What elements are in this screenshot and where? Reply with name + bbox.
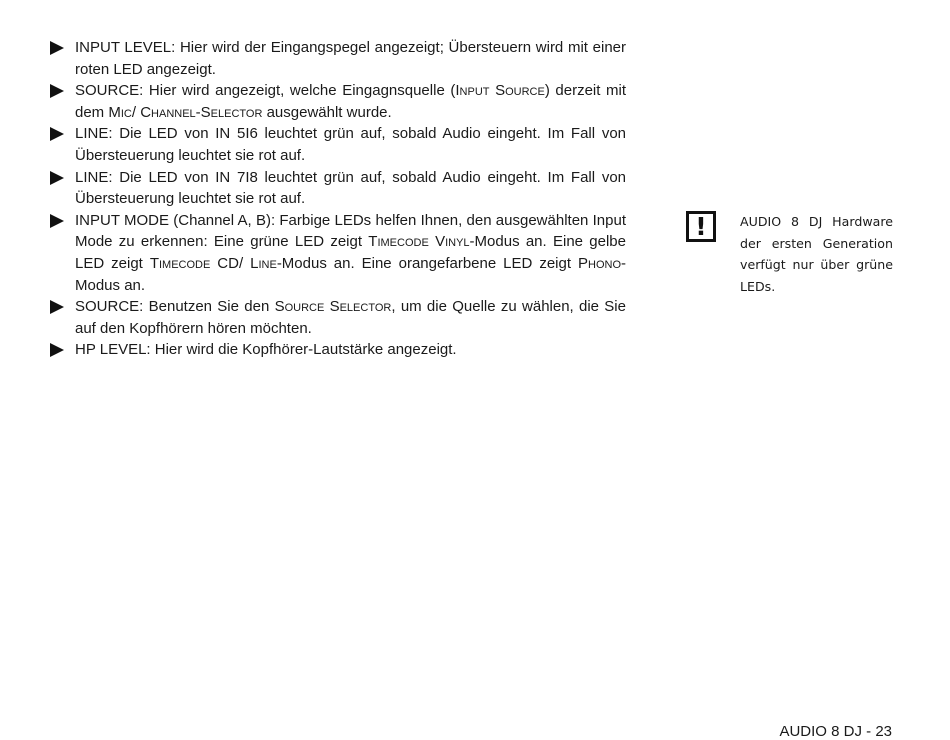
small-caps-term: Timecode Vinyl bbox=[368, 233, 470, 251]
note-text: AUDIO 8 DJ Hardware der ersten Generation verfügt nur über grüne LEDs. bbox=[740, 214, 893, 294]
text-run: , um die Quelle zu wählen, die Sie auf den Kopfhörern hören möchten. bbox=[75, 298, 626, 337]
list-item bbox=[50, 37, 626, 80]
triangle-bullet-icon bbox=[50, 167, 75, 185]
text-run: -Modus an. Eine orangefarbene LED zeigt bbox=[276, 254, 579, 272]
text-run: HP LEVEL: Hier wird die Kopfhörer-Lautstärke angezeigt. bbox=[75, 341, 457, 359]
triangle-bullet-icon bbox=[50, 339, 75, 357]
list-item-text bbox=[75, 80, 626, 123]
triangle-bullet-icon bbox=[50, 123, 75, 141]
list-item-text bbox=[75, 167, 626, 210]
list-item bbox=[50, 339, 626, 361]
exclamation-glyph: ! bbox=[695, 212, 707, 241]
page-footer: AUDIO 8 DJ - 23 bbox=[779, 723, 892, 740]
text-run: / bbox=[131, 103, 141, 121]
small-caps-term: Timecode bbox=[149, 254, 211, 272]
text-run: INPUT MODE (Channel A, B): Farbige LEDs helfen Ihnen, den ausgewählten Input Mode zu erkennen: Eine grüne LED zeigt bbox=[75, 211, 626, 251]
text-run: -Modus an. bbox=[75, 254, 627, 294]
list-item bbox=[50, 167, 626, 210]
list-item-text bbox=[75, 123, 626, 166]
triangle-bullet-icon bbox=[50, 296, 75, 314]
text-run: SOURCE: Benutzen Sie den bbox=[75, 298, 275, 316]
text-run: SOURCE: Hier wird angezeigt, welche Eingagnsquelle ( bbox=[75, 82, 456, 100]
list-item-text bbox=[75, 210, 626, 296]
triangle-bullet-icon bbox=[50, 210, 75, 228]
text-run: INPUT LEVEL: Hier wird der Eingangspegel angezeigt; Übersteuern wird mit einer roten LED angezeigt. bbox=[75, 39, 626, 78]
list-item bbox=[50, 123, 626, 166]
text-run: LINE: Die LED von IN 7I8 leuchtet grün auf, sobald Audio eingeht. Im Fall von Übersteuerung leuchtet sie rot auf. bbox=[75, 168, 626, 208]
triangle-bullet-icon bbox=[50, 37, 75, 55]
small-caps-term: Mic bbox=[108, 103, 132, 121]
list-item bbox=[50, 296, 626, 339]
feature-list bbox=[50, 37, 626, 361]
list-item-text bbox=[75, 37, 626, 80]
text-run: CD/ bbox=[210, 254, 251, 272]
triangle-bullet-icon bbox=[50, 80, 75, 98]
list-item bbox=[50, 210, 626, 296]
text-run: LINE: Die LED von IN 5I6 leuchtet grün auf, sobald Audio eingeht. Im Fall von Übersteuerung leuchtet sie rot auf. bbox=[75, 125, 626, 164]
small-caps-term: Input Source bbox=[455, 82, 545, 100]
small-caps-term: Source Selector bbox=[274, 298, 392, 316]
text-run: -Modus an. Eine gelbe LED zeigt bbox=[75, 233, 626, 272]
small-caps-term: Phono bbox=[578, 254, 622, 272]
small-caps-term: Channel-Selector bbox=[140, 103, 263, 121]
list-item bbox=[50, 80, 626, 123]
list-item-text bbox=[75, 339, 626, 361]
list-item-text bbox=[75, 296, 626, 339]
text-run: ) derzeit mit dem bbox=[75, 82, 626, 121]
text-run: ausgewählt wurde. bbox=[262, 103, 392, 121]
exclamation-icon bbox=[686, 211, 716, 242]
small-caps-term: Line bbox=[250, 254, 277, 272]
